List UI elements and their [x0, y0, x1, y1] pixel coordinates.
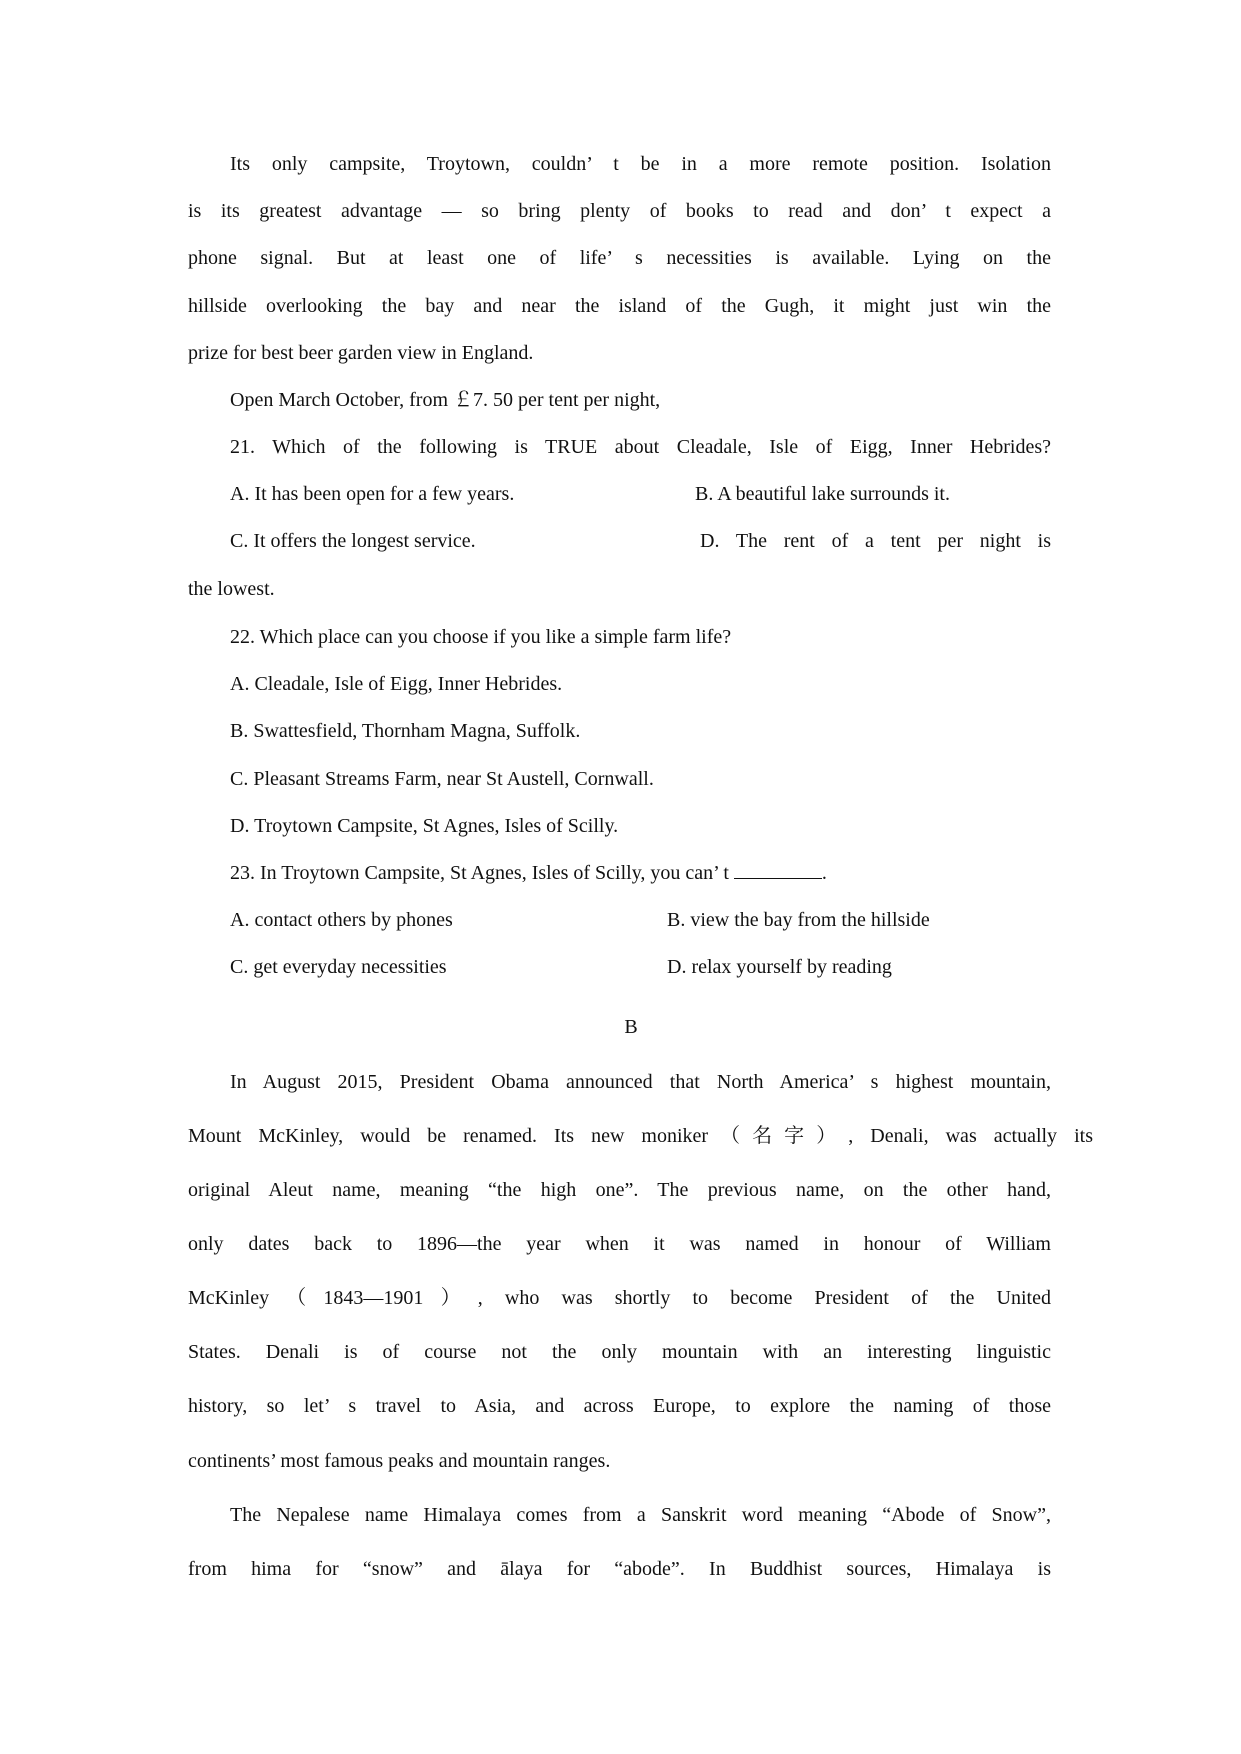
- option-d: D. relax yourself by reading: [667, 956, 892, 978]
- option-c: C. get everyday necessities: [230, 956, 447, 978]
- paragraph-line: States. Denali is of course not the only mountain with an interesting linguistic: [188, 1341, 1051, 1363]
- paragraph-line: McKinley（1843—1901）, who was shortly to become President of the United: [188, 1287, 1051, 1309]
- option-b: B. A beautiful lake surrounds it.: [695, 483, 950, 505]
- question-stem: 23. In Troytown Campsite, St Agnes, Isles of Scilly, you can’ t: [230, 862, 729, 884]
- paragraph-line: from hima for “snow” and ālaya for “abode”. In Buddhist sources, Himalaya is: [188, 1558, 1051, 1580]
- question-text: 22. Which place can you choose if you like a simple farm life?: [230, 626, 732, 648]
- paragraph-line: only dates back to 1896—the year when it was named in honour of William: [188, 1233, 1051, 1255]
- option-c: C. Pleasant Streams Farm, near St Austell, Cornwall.: [230, 768, 654, 790]
- paragraph-line: continents’ most famous peaks and mountain ranges.: [188, 1450, 611, 1472]
- option-d: D. The rent of a tent per night is: [700, 530, 1051, 552]
- paragraph-line: prize for best beer garden view in England.: [188, 342, 534, 364]
- option-d-continued: the lowest.: [188, 578, 275, 600]
- question-text: 21. Which of the following is TRUE about Cleadale, Isle of Eigg, Inner Hebrides?: [230, 436, 1051, 458]
- paragraph-line: history, so let’ s travel to Asia, and across Europe, to explore the naming of those: [188, 1395, 1051, 1417]
- option-a: A. It has been open for a few years.: [230, 483, 515, 505]
- option-b: B. view the bay from the hillside: [667, 909, 930, 931]
- section-heading: B: [624, 1016, 638, 1038]
- option-d: D. Troytown Campsite, St Agnes, Isles of Scilly.: [230, 815, 619, 837]
- option-c: C. It offers the longest service.: [230, 530, 476, 552]
- paragraph-line: In August 2015, President Obama announced that North America’ s highest mountain,: [230, 1071, 1051, 1093]
- option-a: A. contact others by phones: [230, 909, 453, 931]
- question-text: [230, 861, 1051, 885]
- paragraph-line: is its greatest advantage — so bring plenty of books to read and don’ t expect a: [188, 200, 1051, 222]
- answer-blank: [734, 862, 822, 879]
- paragraph-line: Its only campsite, Troytown, couldn’ t be in a more remote position. Isolation: [230, 153, 1051, 175]
- question-end: .: [821, 862, 827, 884]
- open-info: Open March October, from ￡7. 50 per tent per night,: [230, 389, 661, 411]
- option-b: B. Swattesfield, Thornham Magna, Suffolk.: [230, 720, 581, 742]
- option-a: A. Cleadale, Isle of Eigg, Inner Hebrides.: [230, 673, 563, 695]
- paragraph-line: The Nepalese name Himalaya comes from a Sanskrit word meaning “Abode of Snow”,: [230, 1504, 1051, 1526]
- paragraph-line: Mount McKinley, would be renamed. Its new moniker（名字）, Denali, was actually its: [188, 1125, 1093, 1147]
- paragraph-line: original Aleut name, meaning “the high one”. The previous name, on the other hand,: [188, 1179, 1051, 1201]
- paragraph-line: hillside overlooking the bay and near the island of the Gugh, it might just win the: [188, 295, 1051, 317]
- paragraph-line: phone signal. But at least one of life’ s necessities is available. Lying on the: [188, 247, 1051, 269]
